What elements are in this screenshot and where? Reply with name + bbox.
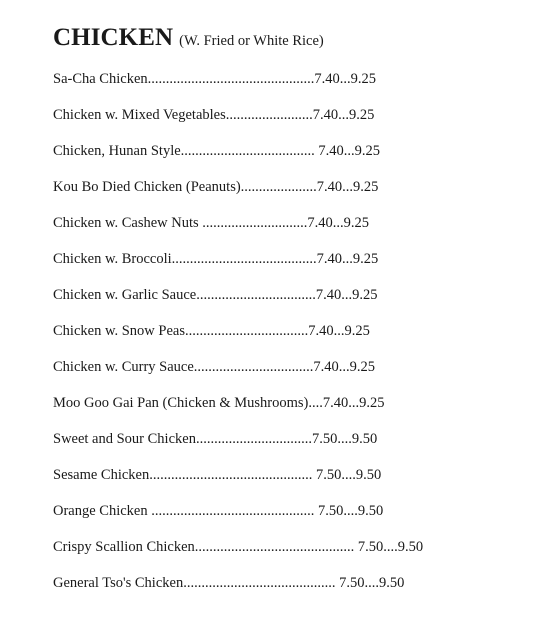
menu-item-sesame-chicken: Sesame Chicken............................................. 7.50....9.50 [53,467,382,483]
section-heading [53,21,523,55]
menu-item-crispy-scallion-chicken: Crispy Scallion Chicken............................................ 7.50....9.50 [53,539,424,555]
menu-item-chicken-broccoli: Chicken w. Broccoli........................................7.40...9.25 [53,251,379,267]
menu-item-chicken-mixed-vegetables: Chicken w. Mixed Vegetables........................7.40...9.25 [53,107,375,123]
menu-item-chicken-curry-sauce: Chicken w. Curry Sauce.................................7.40...9.25 [53,359,376,375]
menu-item-general-tsos-chicken: General Tso's Chicken.......................................... 7.50....9.50 [53,575,405,591]
chicken-menu-section [53,21,523,591]
menu-item-kou-bo-died-chicken: Kou Bo Died Chicken (Peanuts).....................7.40...9.25 [53,179,379,195]
menu-item-moo-goo-gai-pan: Moo Goo Gai Pan (Chicken & Mushrooms)....7.40...9.25 [53,395,385,411]
menu-item-chicken-snow-peas: Chicken w. Snow Peas..................................7.40...9.25 [53,323,370,339]
menu-item-sa-cha-chicken: Sa-Cha Chicken..............................................7.40...9.25 [53,71,377,87]
menu-item-chicken-hunan-style: Chicken, Hunan Style..................................... 7.40...9.25 [53,143,381,159]
menu-item-sweet-and-sour-chicken: Sweet and Sour Chicken................................7.50....9.50 [53,431,378,447]
section-subtitle: (W. Fried or White Rice) [179,33,324,49]
menu-item-orange-chicken: Orange Chicken ............................................. 7.50....9.50 [53,503,384,519]
section-title: CHICKEN [53,24,174,51]
menu-item-chicken-cashew-nuts: Chicken w. Cashew Nuts .............................7.40...9.25 [53,215,370,231]
menu-item-list [53,64,423,604]
menu-item-chicken-garlic-sauce: Chicken w. Garlic Sauce.................................7.40...9.25 [53,287,378,303]
